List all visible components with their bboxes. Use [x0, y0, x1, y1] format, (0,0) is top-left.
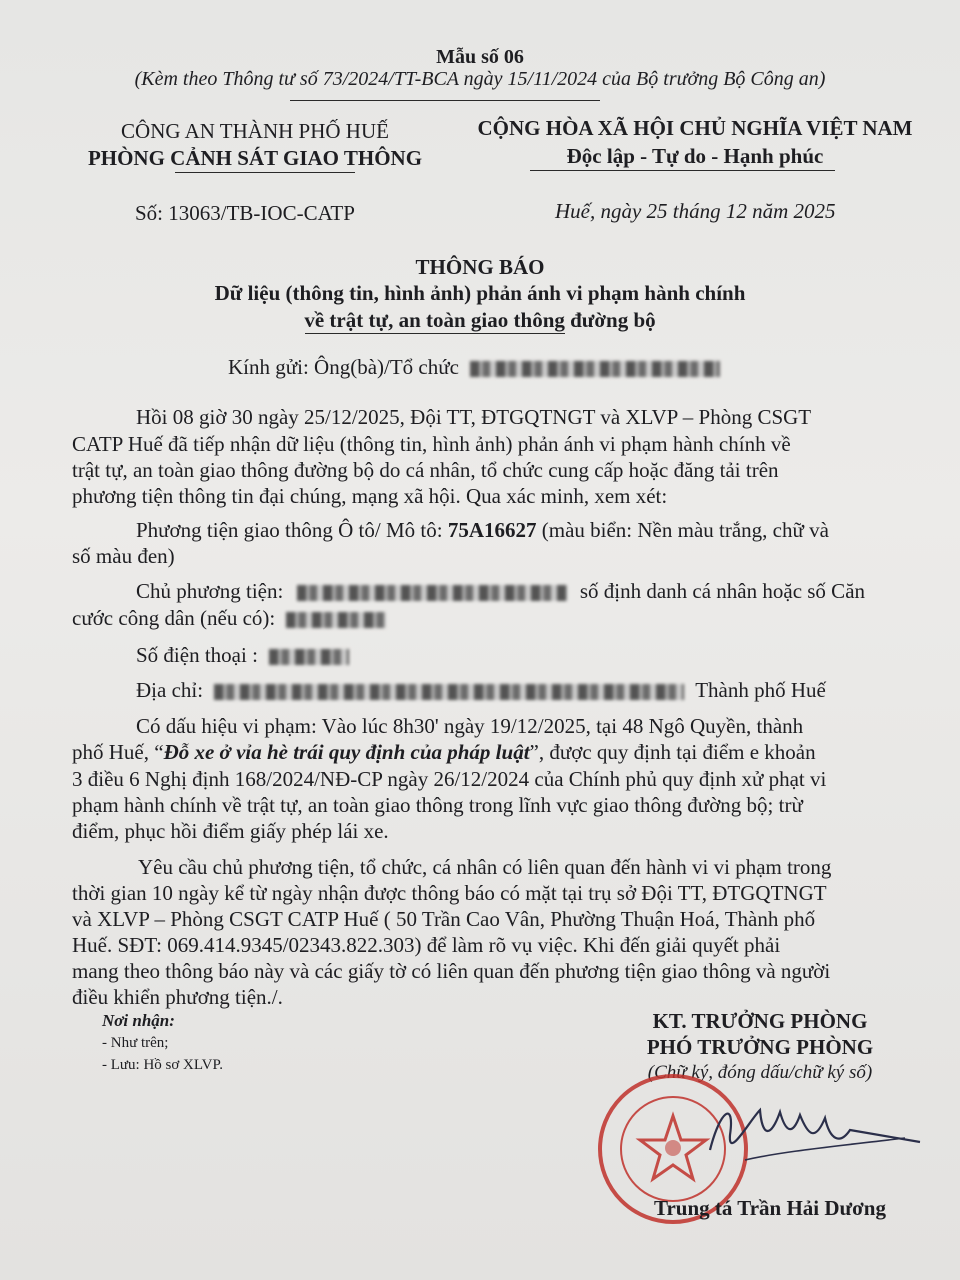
body-text: phương tiện thông tin đại chúng, mạng xã hội. Qua xác minh, xem xét:: [72, 484, 668, 508]
body-text: Có dấu hiệu vi phạm: Vào lúc 8h30' ngày 19/12/2025, tại 48 Ngô Quyền, thành: [136, 714, 804, 738]
body-text: Hồi 08 giờ 30 ngày 25/12/2025, Đội TT, ĐTGQTNGT và XLVP – Phòng CSGT: [136, 405, 812, 429]
license-plate: 75A16627: [447, 518, 537, 542]
recipient-item: - Lưu: Hồ sơ XLVP.: [102, 1057, 223, 1073]
body-text: CATP Huế đã tiếp nhận dữ liệu (thông tin, hình ảnh) phản ánh vi phạm hành chính về: [72, 432, 791, 456]
violation-line: [72, 739, 816, 765]
divider: [290, 100, 600, 101]
redacted-recipient: [470, 361, 720, 377]
agency-name: CÔNG AN THÀNH PHỐ HUẾ: [121, 119, 389, 143]
signer-name: Trung tá Trần Hải Dương: [654, 1196, 886, 1220]
signer-title: KT. TRƯỞNG PHÒNG: [652, 1009, 868, 1033]
id-line: [72, 605, 386, 631]
national-motto: Độc lập - Tự do - Hạnh phúc: [566, 144, 824, 168]
body-text: mang theo thông báo này và các giấy tờ có liên quan đến phương tiện giao thông và người: [72, 959, 831, 983]
address-line: [136, 677, 826, 703]
divider: [530, 170, 835, 171]
country-name: CỘNG HÒA XÃ HỘI CHỦ NGHĨA VIỆT NAM: [477, 116, 913, 140]
address-city: Thành phố Huế: [695, 678, 826, 702]
divider: [305, 333, 565, 334]
owner-id-label: số định danh cá nhân hoặc số Căn: [579, 579, 866, 603]
recipient-item: - Như trên;: [102, 1035, 169, 1051]
reference-number: Số: 13063/TB-IOC-CATP: [135, 201, 355, 225]
body-text: ”, được quy định tại điểm e khoản: [529, 740, 816, 764]
vehicle-line: [136, 517, 829, 543]
id-label: cước công dân (nếu có):: [72, 606, 276, 630]
violation-description: Đỗ xe ở vỉa hè trái quy định của pháp luật: [163, 740, 530, 764]
body-text: và XLVP – Phòng CSGT CATP Huế ( 50 Trần Cao Vân, Phường Thuận Hoá, Thành phố: [72, 907, 816, 931]
form-number: Mẫu số 06: [436, 46, 524, 68]
body-text: Yêu cầu chủ phương tiện, tổ chức, cá nhân có liên quan đến hành vi vi phạm trong: [138, 855, 832, 879]
signature-note: (Chữ ký, đóng dấu/chữ ký số): [647, 1062, 873, 1083]
plate-color: (màu biển: Nền màu trắng, chữ và: [536, 518, 829, 542]
department-name: PHÒNG CẢNH SÁT GIAO THÔNG: [87, 146, 423, 170]
body-text: trật tự, an toàn giao thông đường bộ do cá nhân, tổ chức cung cấp hoặc đăng tải trên: [72, 458, 779, 482]
body-text: thời gian 10 ngày kể từ ngày nhận được thông báo có mặt tại trụ sở Đội TT, ĐTGQTNGT: [72, 881, 827, 905]
redacted-owner: [297, 585, 567, 601]
address-label: Địa chỉ:: [136, 678, 204, 702]
redacted-id: [286, 612, 386, 628]
phone-line: [136, 642, 349, 668]
body-text: số màu đen): [72, 544, 175, 568]
document-subtitle: về trật tự, an toàn giao thông đường bộ: [304, 308, 656, 332]
form-attachment-note: (Kèm theo Thông tư số 73/2024/TT-BCA ngày 15/11/2024 của Bộ trưởng Bộ Công an): [134, 68, 826, 90]
divider: [175, 172, 355, 173]
redacted-phone: [269, 649, 349, 665]
vehicle-label: Phương tiện giao thông Ô tô/ Mô tô:: [136, 518, 448, 542]
body-text: 3 điều 6 Nghị định 168/2024/NĐ-CP ngày 26/12/2024 của Chính phủ quy định xử phạt vi: [72, 767, 827, 791]
recipient-line: [228, 354, 720, 380]
phone-label: Số điện thoại :: [136, 643, 258, 667]
body-text: phạm hành chính về trật tự, an toàn giao thông trong lĩnh vực giao thông đường bộ; trừ: [72, 793, 803, 817]
owner-line: [136, 578, 865, 604]
handwritten-signature: [690, 1090, 930, 1180]
document-title: THÔNG BÁO: [415, 255, 545, 279]
redacted-address: [214, 684, 684, 700]
body-text: điểm, phục hồi điểm giấy phép lái xe.: [72, 819, 389, 843]
signer-position: PHÓ TRƯỞNG PHÒNG: [646, 1035, 874, 1059]
body-text: phố Huế, “: [72, 740, 164, 764]
recipients-label: Nơi nhận:: [102, 1011, 175, 1030]
owner-label: Chủ phương tiện:: [136, 579, 284, 603]
recipient-label: Kính gửi: Ông(bà)/Tổ chức: [228, 355, 459, 379]
body-text: điều khiển phương tiện./.: [72, 985, 283, 1009]
body-text: Huế. SĐT: 069.414.9345/02343.822.303) để làm rõ vụ việc. Khi đến giải quyết phải: [72, 933, 781, 957]
document-subtitle: Dữ liệu (thông tin, hình ảnh) phản ánh vi phạm hành chính: [214, 281, 746, 305]
place-and-date: Huế, ngày 25 tháng 12 năm 2025: [555, 199, 836, 223]
